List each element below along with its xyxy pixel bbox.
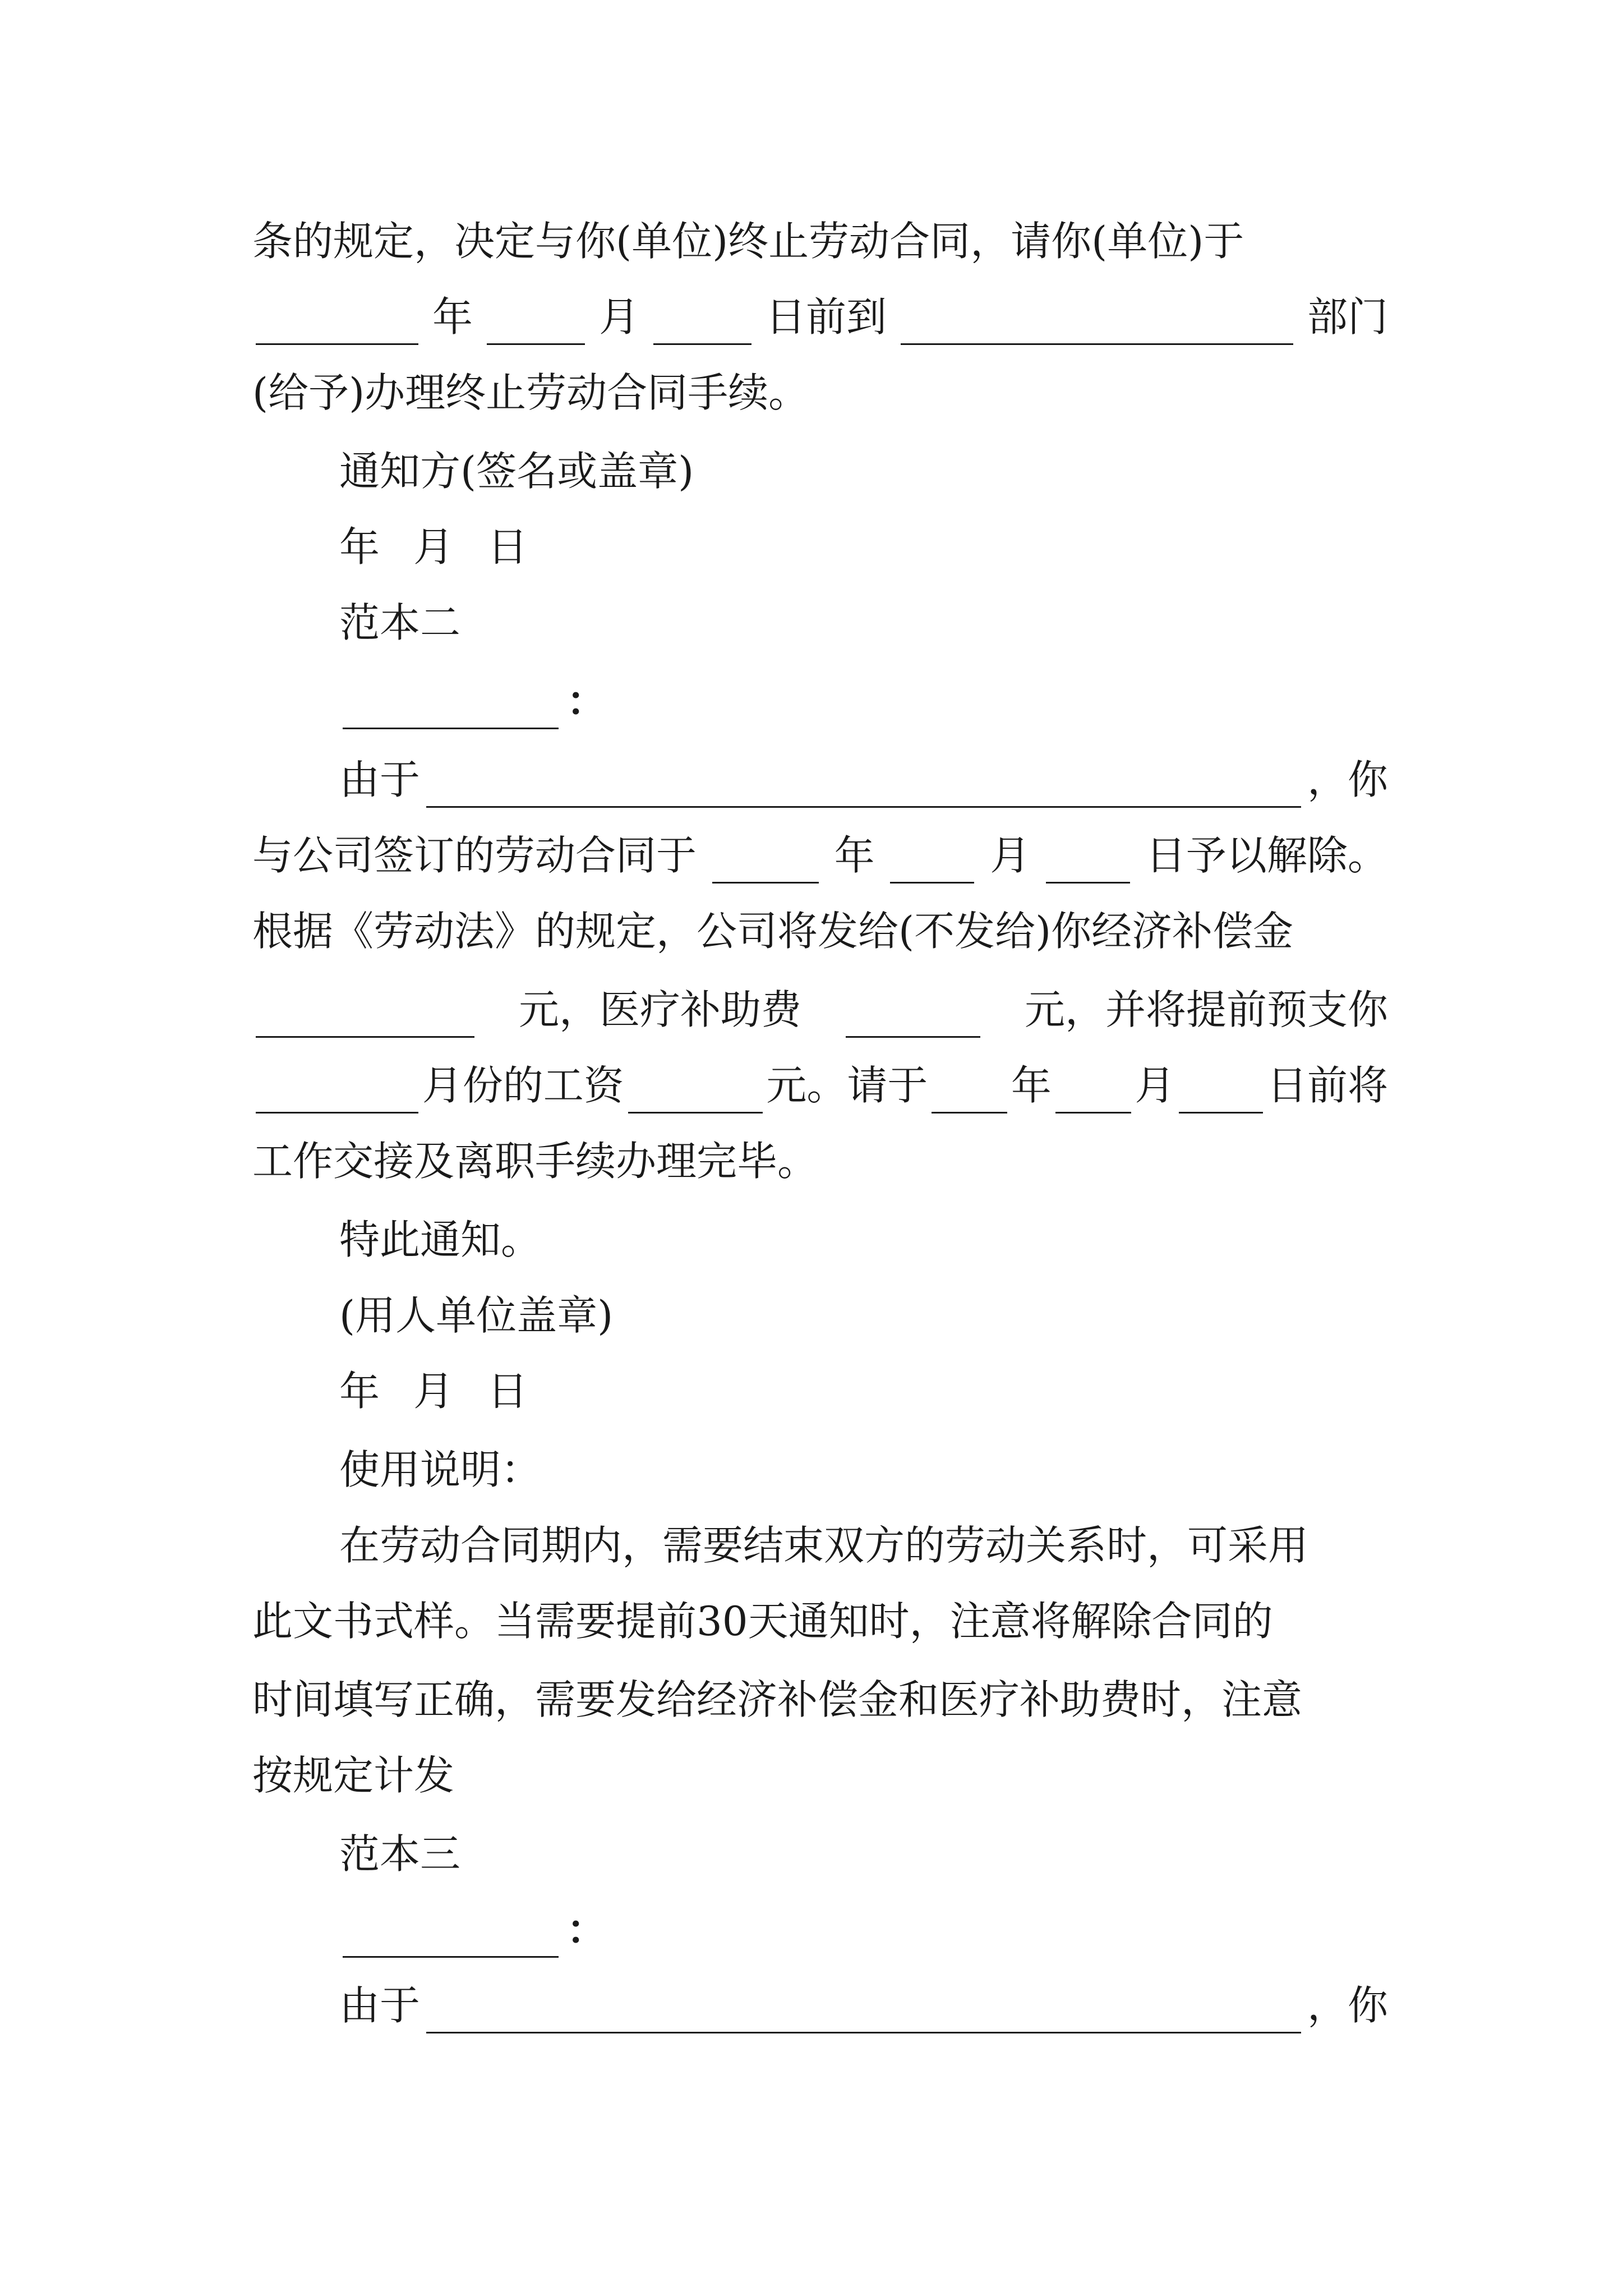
text-fragment: 与公司签订的劳动合同于 [252, 832, 697, 879]
text-fragment: 月 [990, 832, 1031, 879]
notifier-signature: 通知方(签名或盖章) [339, 448, 694, 495]
section-title: 范本二 [339, 599, 461, 646]
text-fragment: 元，医疗补助费 [518, 986, 801, 1033]
year-label: 年 [339, 523, 380, 570]
text-line: 按规定计发 [252, 1752, 455, 1799]
blank-field[interactable] [256, 298, 418, 345]
text-line: 根据《劳动法》的规定，公司将发给(不发给)你经济补偿金 [252, 908, 1294, 955]
day-label: 日 [487, 523, 528, 570]
blank-field[interactable] [901, 298, 1293, 345]
blank-field[interactable] [653, 298, 751, 345]
text-line: (给予)办理终止劳动合同手续。 [252, 369, 809, 416]
blank-field[interactable] [932, 1067, 1007, 1114]
fill-in-line [252, 982, 1388, 1038]
text-fragment: 日前将 [1266, 1062, 1388, 1109]
date-line [339, 1363, 1388, 1419]
text-fragment: ，你 [1307, 756, 1388, 803]
colon: ： [566, 677, 607, 725]
compensation-blank[interactable] [256, 991, 474, 1038]
text-fragment: ，你 [1307, 1982, 1388, 2029]
blank-field[interactable] [1046, 837, 1130, 884]
text-line: 工作交接及离职手续办理完毕。 [252, 1138, 818, 1185]
fill-in-line [339, 1977, 1388, 2033]
month-label: 月 [413, 523, 454, 570]
text-fragment: 部门 [1307, 293, 1388, 341]
text-line: 时间填写正确，需要发给经济补偿金和医疗补助费时，注意 [252, 1676, 1303, 1723]
text-fragment: 日予以解除。 [1145, 832, 1388, 879]
text-fragment: 月份的工资 [422, 1062, 624, 1109]
text-fragment: 元，并将提前预支你 [1024, 986, 1388, 1033]
employer-seal: (用人单位盖章) [339, 1292, 614, 1339]
text-fragment: 年 [432, 293, 473, 341]
fill-in-line [339, 752, 1388, 808]
section-title: 使用说明： [339, 1446, 542, 1493]
text-fragment: 日前到 [765, 293, 887, 341]
reason-blank[interactable] [426, 1987, 1301, 2033]
blank-field[interactable] [890, 837, 974, 884]
addressee-line [339, 1902, 1388, 1958]
month-label: 月 [413, 1368, 454, 1415]
day-label: 日 [487, 1368, 528, 1415]
medical-subsidy-blank[interactable] [846, 991, 980, 1038]
section-title: 范本三 [339, 1830, 461, 1878]
text-fragment: 由于 [339, 1982, 421, 2029]
fill-in-line [252, 289, 1388, 345]
blank-field[interactable] [1055, 1067, 1131, 1114]
text-line: 在劳动合同期内，需要结束双方的劳动关系时，可采用 [339, 1522, 1309, 1569]
addressee-blank[interactable] [343, 683, 559, 729]
text-fragment: 年 [834, 832, 875, 879]
text-line: 条的规定，决定与你(单位)终止劳动合同，请你(单位)于 [252, 218, 1244, 265]
month-blank[interactable] [256, 1067, 418, 1114]
date-line [339, 519, 1388, 575]
reason-blank[interactable] [426, 761, 1301, 808]
text-line: 特此通知。 [339, 1216, 542, 1263]
salary-blank[interactable] [628, 1067, 763, 1114]
fill-in-line [252, 1057, 1388, 1114]
blank-field[interactable] [712, 837, 819, 884]
text-fragment: 月 [598, 293, 639, 341]
colon: ： [566, 1906, 607, 1953]
fill-in-line [252, 827, 1388, 884]
addressee-blank[interactable] [343, 1911, 559, 1958]
text-fragment: 年 [1011, 1062, 1052, 1109]
blank-field[interactable] [1179, 1067, 1263, 1114]
text-fragment: 月 [1135, 1062, 1175, 1109]
blank-field[interactable] [487, 298, 585, 345]
text-line: 此文书式样。当需要提前30天通知时，注意将解除合同的 [252, 1598, 1273, 1645]
text-fragment: 由于 [339, 756, 421, 803]
addressee-line [339, 673, 1388, 729]
year-label: 年 [339, 1368, 380, 1415]
text-fragment: 元。请于 [766, 1062, 928, 1109]
